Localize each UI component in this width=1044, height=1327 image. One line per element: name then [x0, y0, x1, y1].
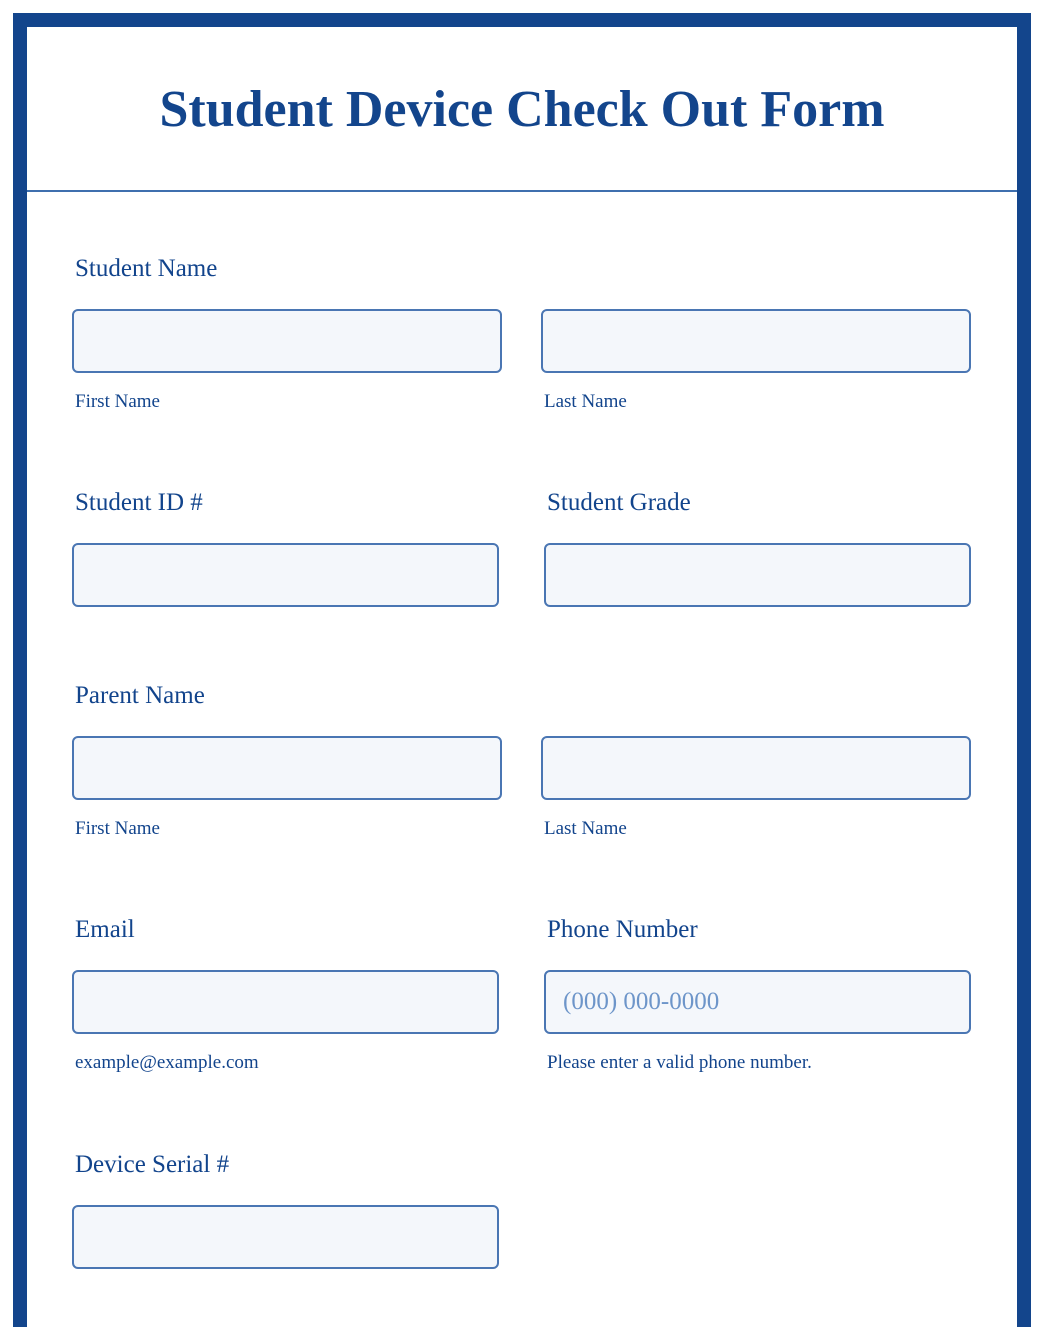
student-grade-input[interactable] — [544, 543, 971, 607]
form-title: Student Device Check Out Form — [159, 80, 885, 138]
email-input[interactable] — [72, 970, 499, 1034]
student-name-label: Student Name — [75, 255, 218, 282]
phone-label: Phone Number — [547, 916, 698, 943]
student-id-label: Student ID # — [75, 489, 203, 516]
student-id-input[interactable] — [72, 543, 499, 607]
parent-first-name-input[interactable] — [72, 736, 502, 800]
phone-input[interactable] — [544, 970, 971, 1034]
phone-sublabel: Please enter a valid phone number. — [547, 1052, 812, 1073]
student-grade-label: Student Grade — [547, 489, 691, 516]
email-label: Email — [75, 916, 135, 943]
email-sublabel: example@example.com — [75, 1052, 259, 1073]
student-last-name-sublabel: Last Name — [544, 391, 627, 412]
parent-last-name-input[interactable] — [541, 736, 971, 800]
student-first-name-input[interactable] — [72, 309, 502, 373]
header-divider — [27, 190, 1017, 192]
form-container — [13, 13, 1031, 1327]
device-serial-input[interactable] — [72, 1205, 499, 1269]
device-serial-label: Device Serial # — [75, 1151, 230, 1178]
student-last-name-input[interactable] — [541, 309, 971, 373]
parent-name-label: Parent Name — [75, 682, 205, 709]
parent-first-name-sublabel: First Name — [75, 818, 160, 839]
student-first-name-sublabel: First Name — [75, 391, 160, 412]
parent-last-name-sublabel: Last Name — [544, 818, 627, 839]
